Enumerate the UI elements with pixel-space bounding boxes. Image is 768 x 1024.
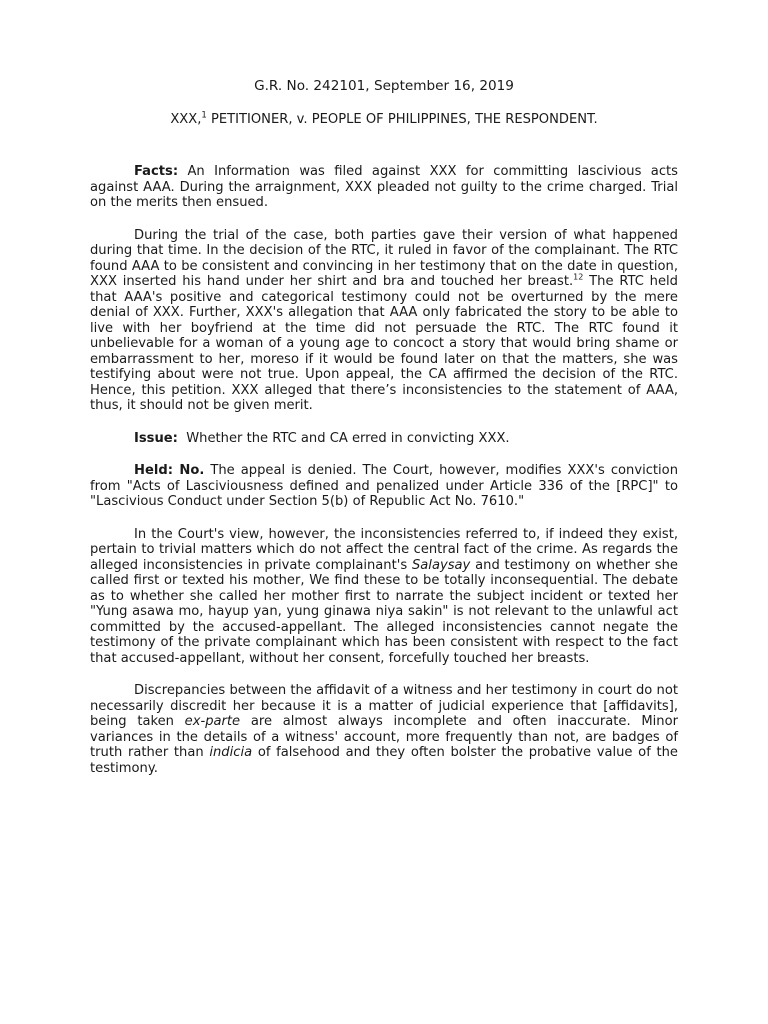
trial-text-a: During the trial of the case, both parties gave their version of what happened during that time. In the decision of the RTC, it ruled in favor of the complainant. The RTC found AAA to be consistent and convincing in her testimony that on the date in question, XXX inserted his hand under her shirt and bra and touched her breast. bbox=[90, 227, 678, 289]
issue-paragraph bbox=[90, 431, 678, 447]
discrepancies-text-b: are almost always incomplete and often inaccurate. Minor variances in the details of a witness' account, more frequently than not, are badges of truth rather than bbox=[90, 714, 678, 760]
held-label: Held: No. bbox=[134, 463, 205, 478]
salaysay-term: Salaysay bbox=[411, 557, 471, 573]
court-view-text-a: In the Court's view, however, the inconsistencies referred to, if indeed they exist, pertain to trivial matters which do not affect the central fact of the crime. As regards the alleged inconsistencies in private complainant's bbox=[90, 526, 678, 573]
issue-text: Whether the RTC and CA erred in convicting XXX. bbox=[177, 430, 510, 446]
held-text: The appeal is denied. The Court, however, modifies XXX's conviction from "Acts of Lasciviousness defined and penalized under Article 336 of the [RPC]" to "Lascivious Conduct under Section 5(b) of Republic Act No. 7610." bbox=[90, 463, 678, 509]
court-view-paragraph bbox=[90, 527, 678, 667]
facts-paragraph bbox=[90, 164, 678, 211]
footnote-ref-12: 12 bbox=[573, 272, 584, 282]
trial-text-b: The RTC held that AAA's positive and categorical testimony could not be overturned by the mere denial of XXX. Further, XXX's allegation that AAA only fabricated the story to be able to live with her boyfriend at the time did not persuade the RTC. The RTC found it unbelievable for a woman of a young age to concoct a story that would bring shame or embarrassment to her, moreso if it would be found later on that the matters, she was testifying about were not true. Upon appeal, the CA affirmed the decision of the RTC. Hence, this petition. XXX alleged that there’s inconsistencies to the statement of AAA, thus, it should not be given merit. bbox=[90, 274, 678, 413]
trial-paragraph bbox=[90, 228, 678, 414]
case-title bbox=[90, 112, 678, 128]
case-title-rest: PETITIONER, v. PEOPLE OF PHILIPPINES, THE RESPONDENT. bbox=[206, 112, 598, 127]
held-paragraph bbox=[90, 463, 678, 510]
footnote-ref-1: 1 bbox=[201, 110, 207, 121]
discrepancies-text-c: of falsehood and they often bolster the probative value of the testimony. bbox=[90, 745, 678, 776]
facts-label: Facts: bbox=[134, 164, 179, 179]
issue-label: Issue: bbox=[134, 430, 178, 446]
case-title-party: XXX, bbox=[170, 112, 202, 127]
indicia-term: indicia bbox=[209, 745, 253, 760]
discrepancies-paragraph bbox=[90, 683, 678, 776]
discrepancies-text-a: Discrepancies between the affidavit of a witness and her testimony in court do not necessarily discredit her because it is a matter of judicial experience that [affidavits], being taken bbox=[90, 683, 678, 729]
facts-text: An Information was filed against XXX for committing lascivious acts against AAA. During the arraignment, XXX pleaded not guilty to the crime charged. Trial on the merits then ensued. bbox=[90, 164, 678, 210]
court-view-text-b: and testimony on whether she called first or texted his mother, We find these to be totally inconsequential. The debate as to whether she called her mother first to narrate the subject incident or texted her "Yung asawa mo, hayup yan, yung ginawa niya sakin" is not relevant to the unlawful act committed by the accused-appellant. The alleged inconsistencies cannot negate the testimony of the private complainant which has been consistent with respect to the fact that accused-appellant, without her consent, forcefully touched her breasts. bbox=[90, 557, 678, 666]
case-number: G.R. No. 242101, September 16, 2019 bbox=[254, 78, 514, 94]
ex-parte-term: ex-parte bbox=[184, 714, 241, 729]
